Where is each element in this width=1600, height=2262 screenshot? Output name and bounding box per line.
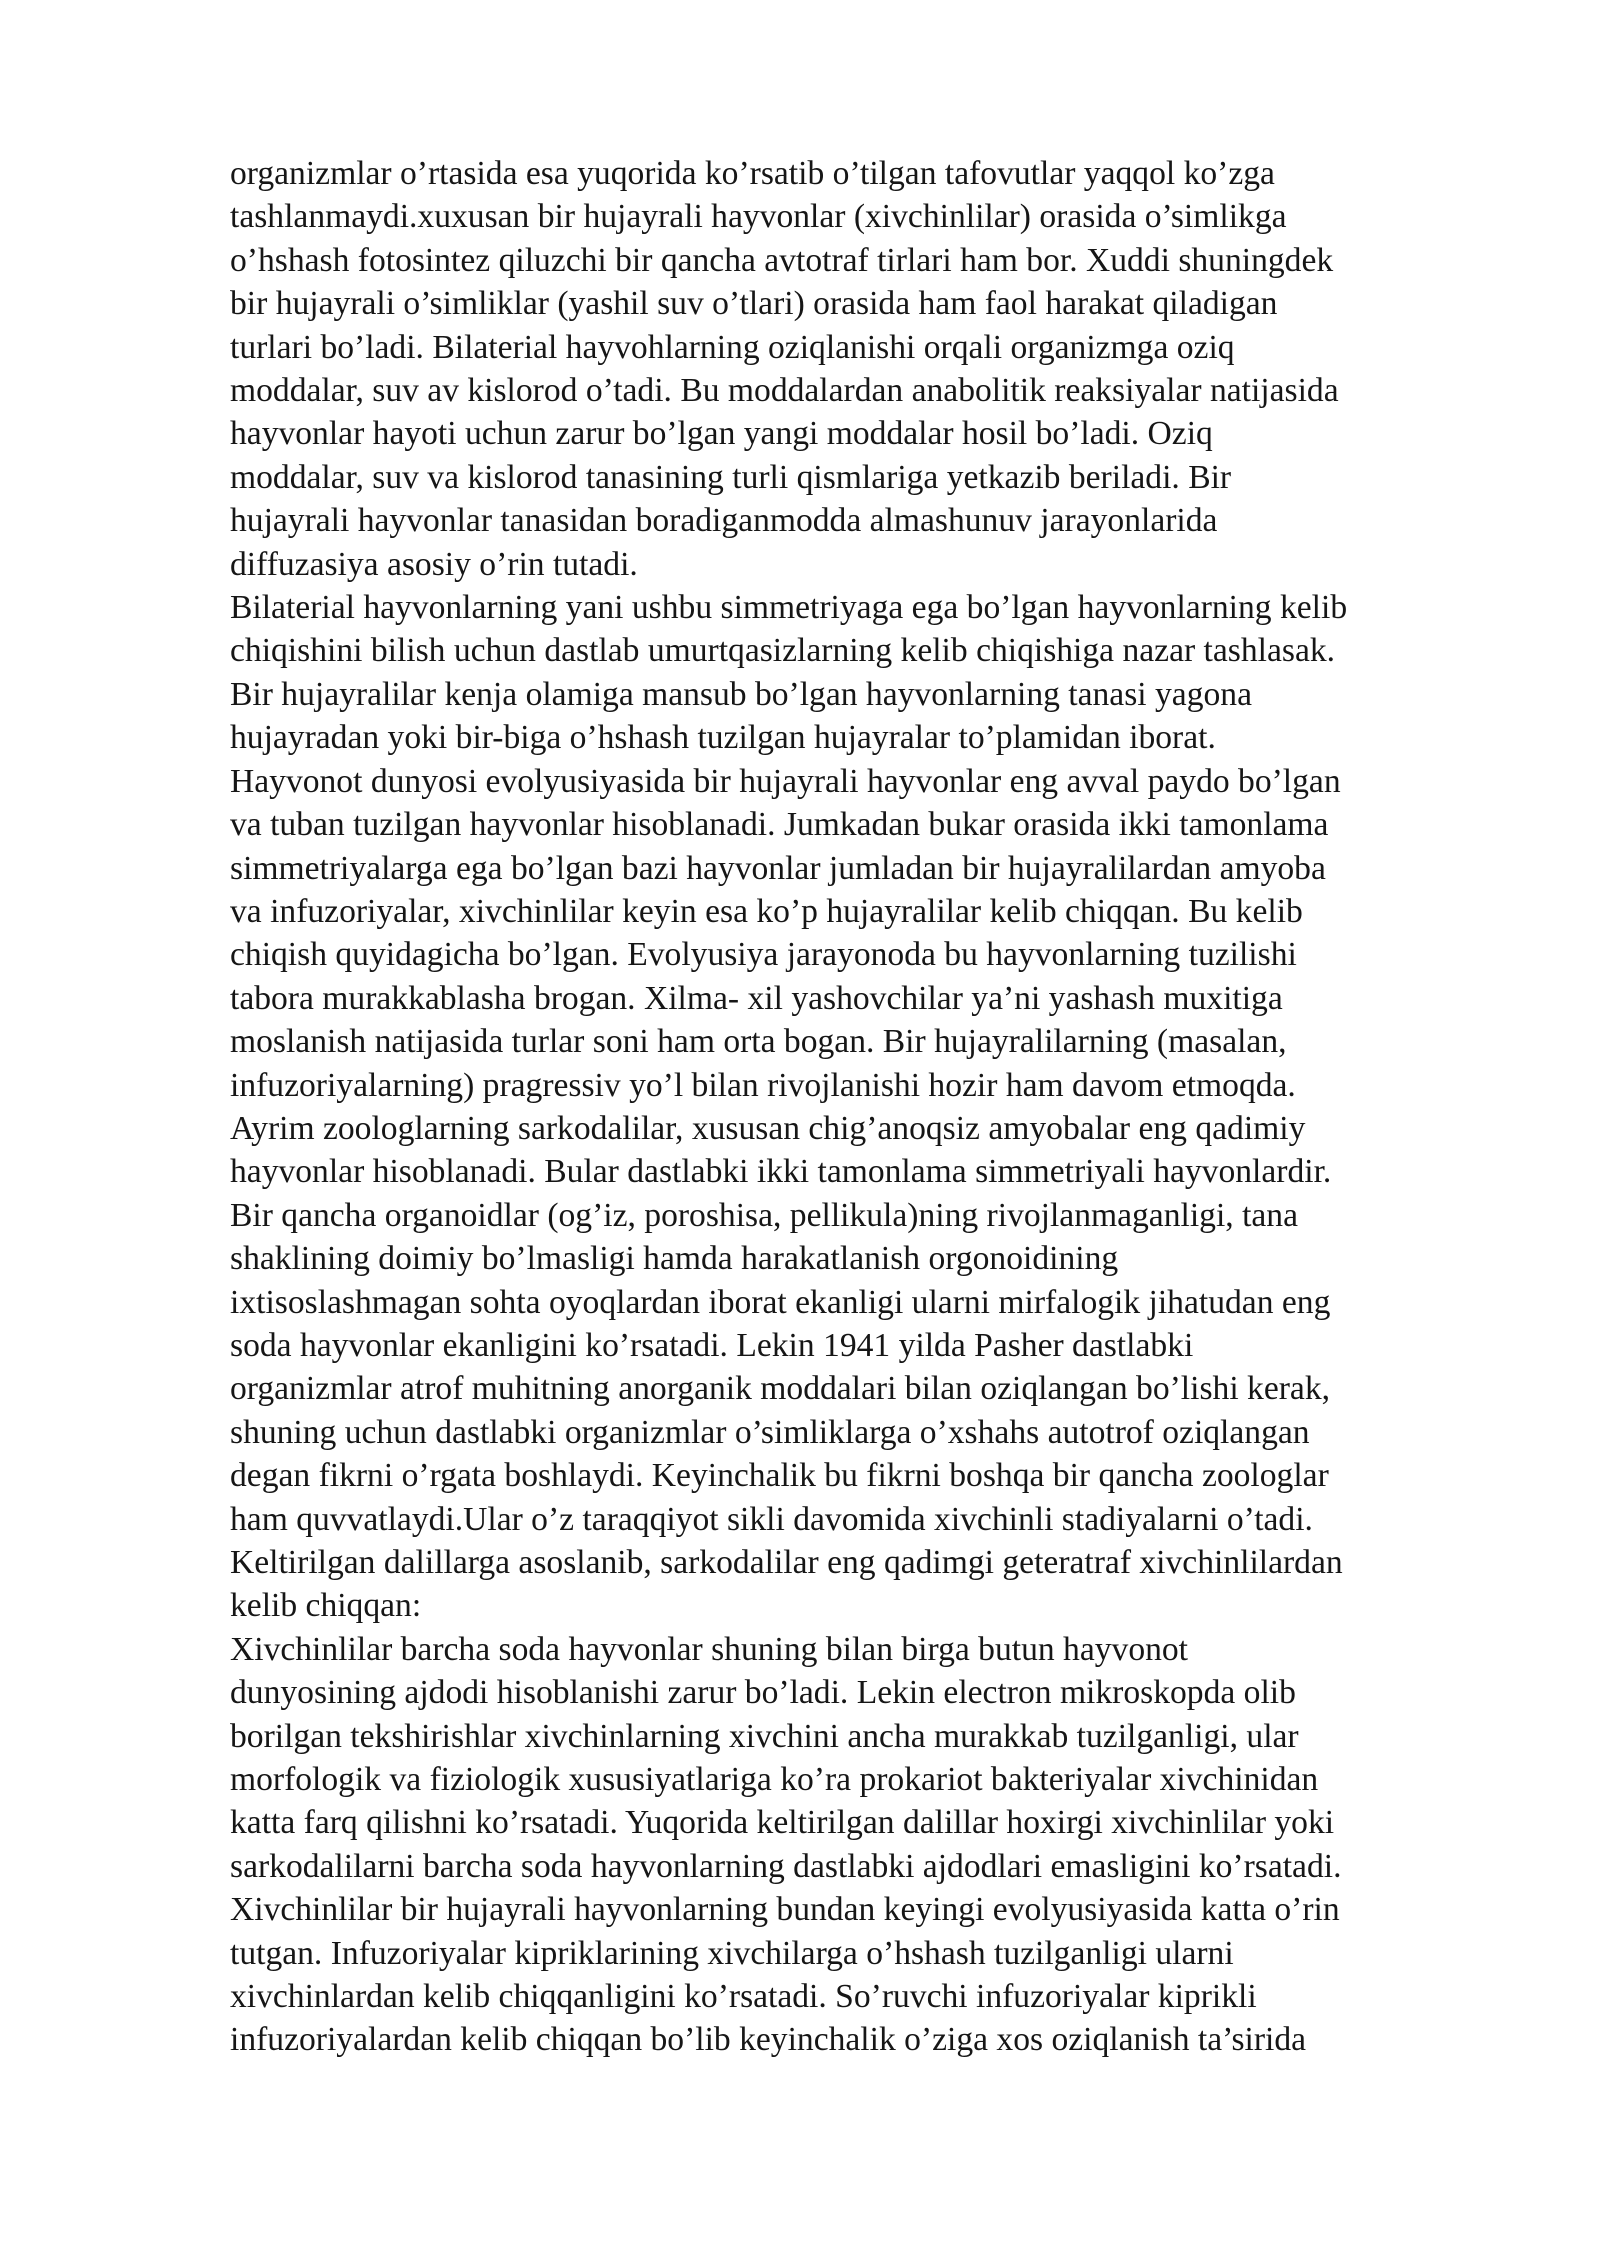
text-line: Xivchinlilar bir hujayrali hayvonlarning bundan keyingi evolyusiyasida katta o’rin — [230, 1891, 1340, 1929]
text-line: hujayrali hayvonlar tanasidan boradiganmodda almashunuv jarayonlarida — [230, 502, 1218, 540]
text-line: Hayvonot dunyosi evolyusiyasida bir hujayrali hayvonlar eng avval paydo bo’lgan — [230, 762, 1341, 800]
text-line: dunyosining ajdodi hisoblanishi zarur bo’ladi. Lekin electron mikroskopda olib — [230, 1674, 1296, 1712]
text-line: diffuzasiya asosiy o’rin tutadi. — [230, 545, 638, 583]
text-line: shuning uchun dastlabki organizmlar o’simliklarga o’xshahs autotrof oziqlangan — [230, 1413, 1310, 1451]
text-line: katta farq qilishni ko’rsatadi. Yuqorida keltirilgan dalillar hoxirgi xivchinlilar yoki — [230, 1804, 1335, 1842]
text-line: organizmlar o’rtasida esa yuqorida ko’rsatib o’tilgan tafovutlar yaqqol ko’zga — [230, 155, 1275, 192]
text-line: simmetriyalarga ega bo’lgan bazi hayvonlar jumladan bir hujayralilardan amyoba — [230, 849, 1326, 887]
text-line: borilgan tekshirishlar xivchinlarning xivchini ancha murakkab tuzilganligi, ular — [230, 1717, 1299, 1755]
text-line: Bir qancha organoidlar (og’iz, poroshisa, pellikula)ning rivojlanmaganligi, tana — [230, 1196, 1298, 1234]
text-line: morfologik va fiziologik xususiyatlariga ko’ra prokariot bakteriyalar xivchinidan — [230, 1761, 1319, 1799]
text-line: kelib chiqqan: — [230, 1587, 422, 1625]
text-line: chiqishini bilish uchun dastlab umurtqasizlarning kelib chiqishiga nazar tashlasak. — [230, 632, 1336, 670]
text-line: hayvonlar hayoti uchun zarur bo’lgan yangi moddalar hosil bo’ladi. Oziq — [230, 415, 1213, 453]
text-line: ham quvvatlaydi.Ular o’z taraqqiyot sikli davomida xivchinli stadiyalarni o’tadi. — [230, 1500, 1313, 1538]
text-line: Xivchinlilar barcha soda hayvonlar shuning bilan birga butun hayvonot — [230, 1630, 1189, 1668]
text-line: soda hayvonlar ekanligini ko’rsatadi. Lekin 1941 yilda Pasher dastlabki — [230, 1326, 1194, 1364]
text-line: infuzoriyalardan kelib chiqqan bo’lib keyinchalik o’ziga xos oziqlanish ta’sirida — [230, 2021, 1307, 2059]
text-line: ixtisoslashmagan sohta oyoqlardan iborat ekanligi ularni mirfalogik jihatudan eng — [230, 1283, 1331, 1321]
text-line: xivchinlardan kelib chiqqanligini ko’rsatadi. So’ruvchi infuzoriyalar kiprikli — [230, 1978, 1257, 2016]
text-line: moddalar, suv va kislorod tanasining turli qismlariga yetkazib beriladi. Bir — [230, 458, 1232, 496]
text-line: tabora murakkablasha brogan. Xilma- xil yashovchilar ya’ni yashash muxitiga — [230, 979, 1283, 1017]
text-line: tutgan. Infuzoriyalar kipriklarining xivchilarga o’hshash tuzilganligi ularni — [230, 1934, 1234, 1972]
text-line: va infuzoriyalar, xivchinlilar keyin esa ko’p hujayralilar kelib chiqqan. Bu kelib — [230, 892, 1303, 930]
text-line: bir hujayrali o’simliklar (yashil suv o’tlari) orasida ham faol harakat qiladigan — [230, 285, 1278, 323]
text-line: Bir hujayralilar kenja olamiga mansub bo’lgan hayvonlarning tanasi yagona — [230, 675, 1252, 713]
text-line: hayvonlar hisoblanadi. Bular dastlabki ikki tamonlama simmetriyali hayvonlardir. — [230, 1153, 1332, 1191]
text-line: degan fikrni o’rgata boshlaydi. Keyinchalik bu fikrni boshqa bir qancha zoologlar — [230, 1457, 1329, 1495]
document-text — [230, 152, 1490, 2062]
text-line: hujayradan yoki bir-biga o’hshash tuzilgan hujayralar to’plamidan iborat. — [230, 719, 1216, 757]
text-line: sarkodalilarni barcha soda hayvonlarning dastlabki ajdodlari emasligini ko’rsatadi. — [230, 1847, 1342, 1885]
text-line: Ayrim zoologlarning sarkodalilar, xususan chig’anoqsiz amyobalar eng qadimiy — [230, 1109, 1306, 1147]
text-line: tashlanmaydi.xuxusan bir hujayrali hayvonlar (xivchinlilar) orasida o’simlikga — [230, 198, 1287, 236]
text-line: infuzoriyalarning) pragressiv yo’l bilan rivojlanishi hozir ham davom etmoqda. — [230, 1066, 1296, 1104]
text-line: chiqish quyidagicha bo’lgan. Evolyusiya jarayonoda bu hayvonlarning tuzilishi — [230, 936, 1297, 974]
text-line: moddalar, suv av kislorod o’tadi. Bu moddalardan anabolitik reaksiyalar natijasida — [230, 372, 1339, 410]
text-line: Bilaterial hayvonlarning yani ushbu simmetriyaga ega bo’lgan hayvonlarning kelib — [230, 589, 1348, 627]
text-line: va tuban tuzilgan hayvonlar hisoblanadi. Jumkadan bukar orasida ikki tamonlama — [230, 806, 1329, 844]
text-line: moslanish natijasida turlar soni ham orta bogan. Bir hujayralilarning (masalan, — [230, 1023, 1287, 1061]
text-line: Keltirilgan dalillarga asoslanib, sarkodalilar eng qadimgi geteratraf xivchinlilardan — [230, 1544, 1343, 1581]
text-line: shaklining doimiy bo’lmasligi hamda harakatlanish orgonoidining — [230, 1240, 1119, 1278]
text-line: o’hshash fotosintez qiluzchi bir qancha avtotraf tirlari ham bor. Xuddi shuningdek — [230, 241, 1334, 279]
text-line: turlari bo’ladi. Bilaterial hayvohlarning oziqlanishi orqali organizmga oziq — [230, 328, 1235, 366]
text-line: organizmlar atrof muhitning anorganik moddalari bilan oziqlangan bo’lishi kerak, — [230, 1370, 1331, 1408]
